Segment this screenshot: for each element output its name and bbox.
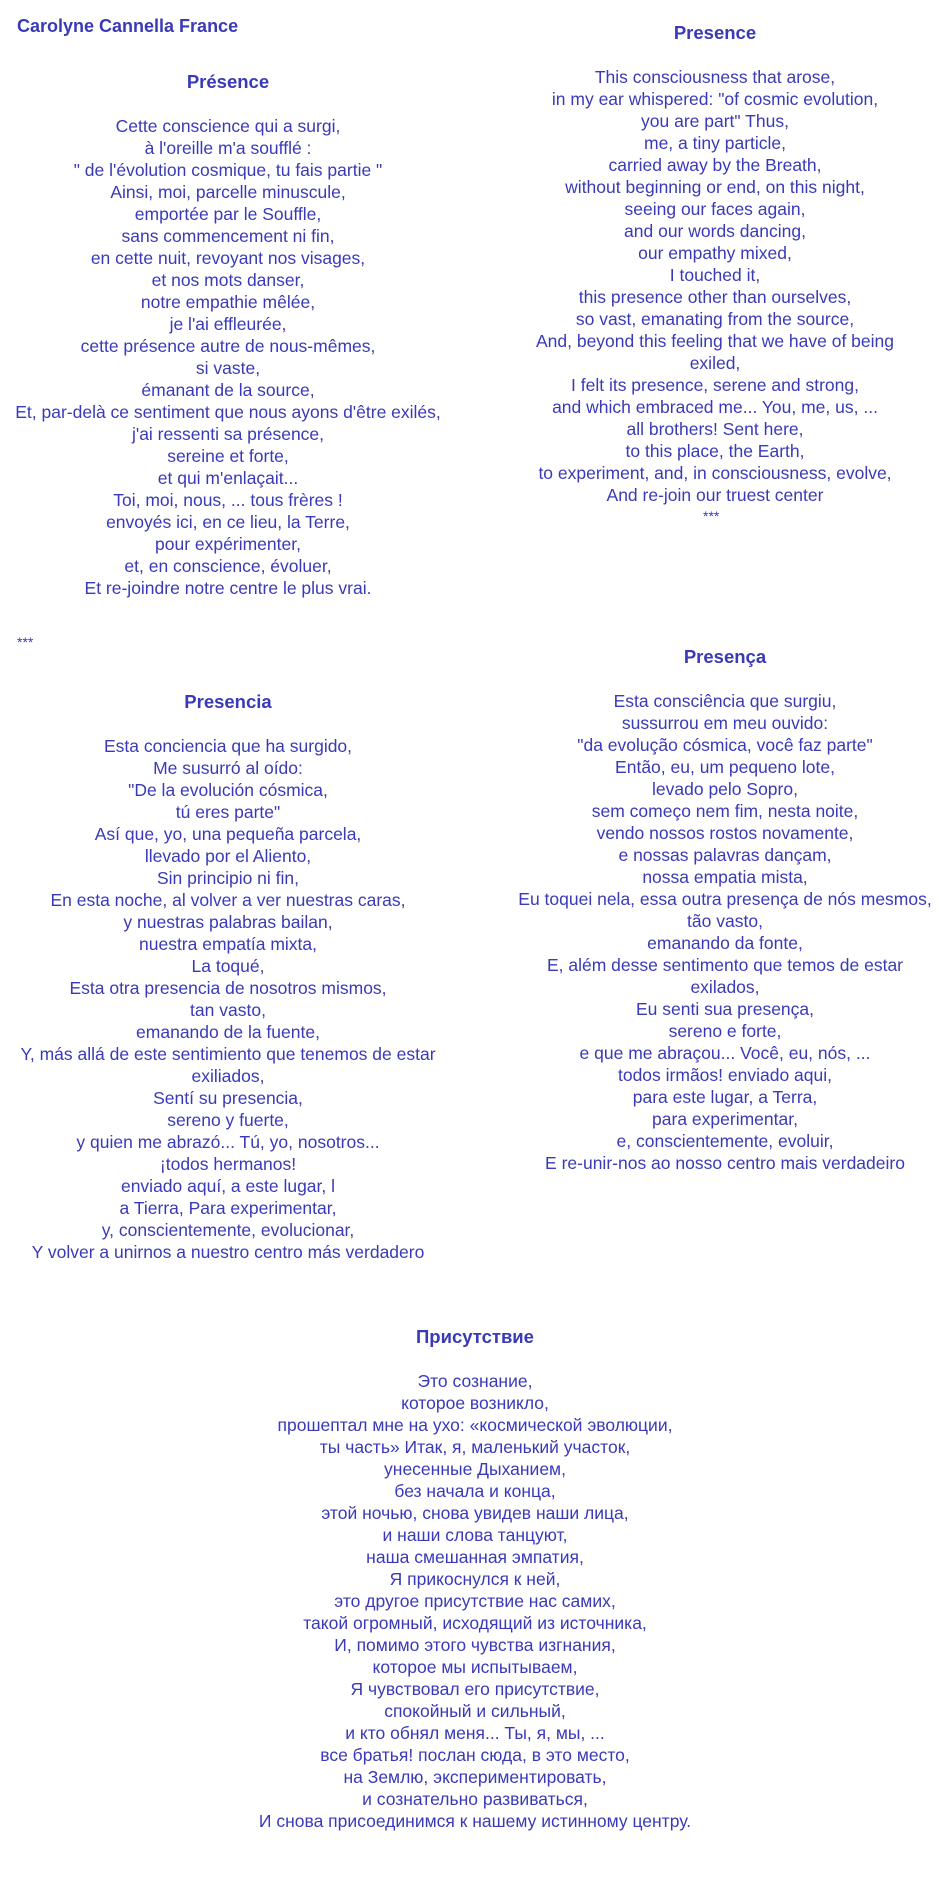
poem-line: и кто обнял меня... Ты, я, мы, ... [345,1723,605,1743]
poem-line: carried away by the Breath, [608,155,822,175]
poem-line: которое мы испытываем, [372,1657,578,1677]
poem-line: and our words dancing, [624,221,806,241]
poem-line: которое возникло, [401,1393,549,1413]
poem-line: para experimentar, [652,1109,798,1129]
poem-line: in my ear whispered: "of cosmic evolution, [551,89,879,109]
poem-line: And re-join our truest center [606,485,824,505]
poem-line: This consciousness that arose, [594,67,836,87]
poem-line: Y, más allá de este sentimiento que tenemos de estar exiliados, [20,1044,436,1086]
poem-line: et qui m'enlaçait... [157,468,299,488]
poem-line: pour expérimenter, [155,534,301,554]
poem-line: Sentí su presencia, [153,1088,303,1108]
poem-line: y quien me abrazó... Tú, yo, nosotros... [76,1132,380,1152]
poem-line: Esta otra presencia de nosotros mismos, [69,978,387,998]
poem-line: tão vasto, [687,911,763,931]
poem-line: Sin principio ni fin, [156,868,300,888]
poem-line: à l'oreille m'a soufflé : [144,138,312,158]
poem-line: Así que, yo, una pequeña parcela, [94,824,362,844]
poem-french [8,71,448,599]
poem-line: y, conscientemente, evolucionar, [101,1220,355,1240]
poem-line: Eu toquei nela, essa outra presença de nós mesmos, [518,889,932,909]
poem-line: Cette conscience qui a surgi, [115,116,341,136]
poem-lines [515,66,915,506]
poem-line: наша смешанная эмпатия, [366,1547,584,1567]
poem-line: without beginning or end, on this night, [565,177,865,197]
poem-line: a Tierra, Para experimentar, [119,1198,337,1218]
poem-line: our empathy mixed, [638,243,792,263]
poem-english [515,22,915,506]
poem-line: levado pelo Sopro, [652,779,798,799]
poem-line: En esta noche, al volver a ver nuestras caras, [50,890,406,910]
separator-stars: *** [703,508,720,524]
poem-line: And, beyond this feeling that we have of being exiled, [535,331,895,373]
poem-spanish [8,691,448,1263]
poem-line: Toi, moi, nous, ... tous frères ! [113,490,343,510]
poem-title: Presencia [184,691,272,712]
poem-line: todos irmãos! enviado aqui, [617,1065,833,1085]
poem-line: to experiment, and, in consciousness, evolve, [538,463,892,483]
poem-line: and which embraced me... You, me, us, ... [552,397,878,417]
poem-line: tan vasto, [190,1000,266,1020]
poem-line: Это сознание, [417,1371,533,1391]
poem-line: E, além desse sentimento que temos de estar exilados, [546,955,904,997]
poem-line: "De la evolución cósmica, [128,780,328,800]
poem-line: je l'ai effleurée, [169,314,287,334]
poem-lines [225,1370,725,1832]
poem-line: прошептал мне на ухо: «космической эволюции, [277,1415,673,1435]
poem-line: Me susurró al oído: [153,758,303,778]
poem-title: Présence [186,71,270,92]
poem-line: Я прикоснулся к ней, [389,1569,561,1589]
poem-line: это другое присутствие нас самих, [334,1591,616,1611]
poem-line: para este lugar, a Terra, [632,1087,818,1107]
poem-line: seeing our faces again, [624,199,806,219]
poem-lines [8,735,448,1263]
poem-line: sereine et forte, [167,446,289,466]
poem-line: sussurrou em meu ouvido: [621,713,829,733]
poem-line: и сознательно развиваться, [362,1789,588,1809]
poem-line: e que me abraçou... Você, eu, nós, ... [579,1043,871,1063]
poem-line: sereno e forte, [668,1021,782,1041]
poem-line: Y volver a unirnos a nuestro centro más verdadero [31,1242,425,1262]
poem-line: emportée par le Souffle, [134,204,322,224]
poem-line: llevado por el Aliento, [144,846,312,866]
poem-line: все братья! послан сюда, в это место, [320,1745,630,1765]
poem-line: I touched it, [669,265,761,285]
poem-line: et nos mots danser, [151,270,305,290]
poem-line: emanando de la fuente, [136,1022,320,1042]
poem-line: j'ai ressenti sa présence, [131,424,325,444]
poem-line: tú eres parte" [175,802,281,822]
poem-line: emanando da fonte, [647,933,803,953]
poem-line: "da evolução cósmica, você faz parte" [577,735,873,755]
poem-line: sem começo nem fim, nesta noite, [591,801,859,821]
poem-line: e, conscientemente, evoluir, [616,1131,834,1151]
poem-line: you are part" Thus, [641,111,789,131]
poem-line: Et re-joindre notre centre le plus vrai. [84,578,372,598]
poem-line: И снова присоединимся к нашему истинному центру. [258,1811,692,1831]
poem-lines [8,115,448,599]
author-name: Carolyne Cannella France [17,16,239,36]
poem-line: this presence other than ourselves, [578,287,852,307]
poem-line: envoyés ici, en ce lieu, la Terre, [106,512,350,532]
poem-line: без начала и конца, [394,1481,556,1501]
poem-line: Et, par-delà ce sentiment que nous ayons d'être exilés, [15,402,441,422]
poem-line: Esta conciencia que ha surgido, [103,736,353,756]
poem-line: и наши слова танцуют, [382,1525,568,1545]
poem-line: notre empathie mêlée, [140,292,316,312]
poem-line: I felt its presence, serene and strong, [571,375,859,395]
poem-line: e nossas palavras dançam, [618,845,832,865]
poem-line: nuestra empatía mixta, [139,934,317,954]
poem-line: Eu senti sua presença, [635,999,815,1019]
poem-line: И, помимо этого чувства изгнания, [334,1635,616,1655]
poem-line: спокойный и сильный, [384,1701,566,1721]
separator-stars: *** [17,634,34,650]
poem-line: E re-unir-nos ao nosso centro mais verdadeiro [545,1153,905,1173]
poem-line: Então, eu, um pequeno lote, [615,757,835,777]
poem-line: to this place, the Earth, [625,441,805,461]
poem-line: Я чувствовал его присутствие, [350,1679,600,1699]
poem-title: Присутствие [416,1326,534,1347]
poem-line: La toqué, [191,956,265,976]
poem-line: nossa empatia mista, [642,867,808,887]
poem-line: ¡todos hermanos! [159,1154,297,1174]
poem-line: Esta consciência que surgiu, [613,691,837,711]
poem-line: en cette nuit, revoyant nos visages, [90,248,366,268]
poem-line: vendo nossos rostos novamente, [596,823,854,843]
poem-line: sans commencement ni fin, [121,226,335,246]
poem-line: y nuestras palabras bailan, [123,912,333,932]
poem-title: Presença [683,646,767,667]
poem-line: Ainsi, moi, parcelle minuscule, [110,182,346,202]
poem-line: cette présence autre de nous-mêmes, [80,336,376,356]
poem-line: all brothers! Sent here, [626,419,804,439]
poem-line: so vast, emanating from the source, [575,309,855,329]
poem-line: émanant de la source, [141,380,315,400]
poem-line: " de l'évolution cosmique, tu fais partie " [73,160,383,180]
poem-portuguese [515,646,935,1174]
poem-lines [515,690,935,1174]
poem-line: me, a tiny particle, [644,133,786,153]
poem-line: унесенные Дыханием, [384,1459,566,1479]
poem-line: sereno y fuerte, [167,1110,289,1130]
poem-russian [225,1326,725,1832]
poem-line: ты часть» Итак, я, маленький участок, [319,1437,631,1457]
poem-line: si vaste, [195,358,261,378]
poem-line: такой огромный, исходящий из источника, [303,1613,647,1633]
poem-line: на Землю, экспериментировать, [343,1767,607,1787]
poem-line: enviado aquí, a este lugar, l [120,1176,336,1196]
poem-line: этой ночью, снова увидев наши лица, [321,1503,629,1523]
poem-line: et, en conscience, évoluer, [124,556,332,576]
poem-title: Presence [673,22,757,43]
